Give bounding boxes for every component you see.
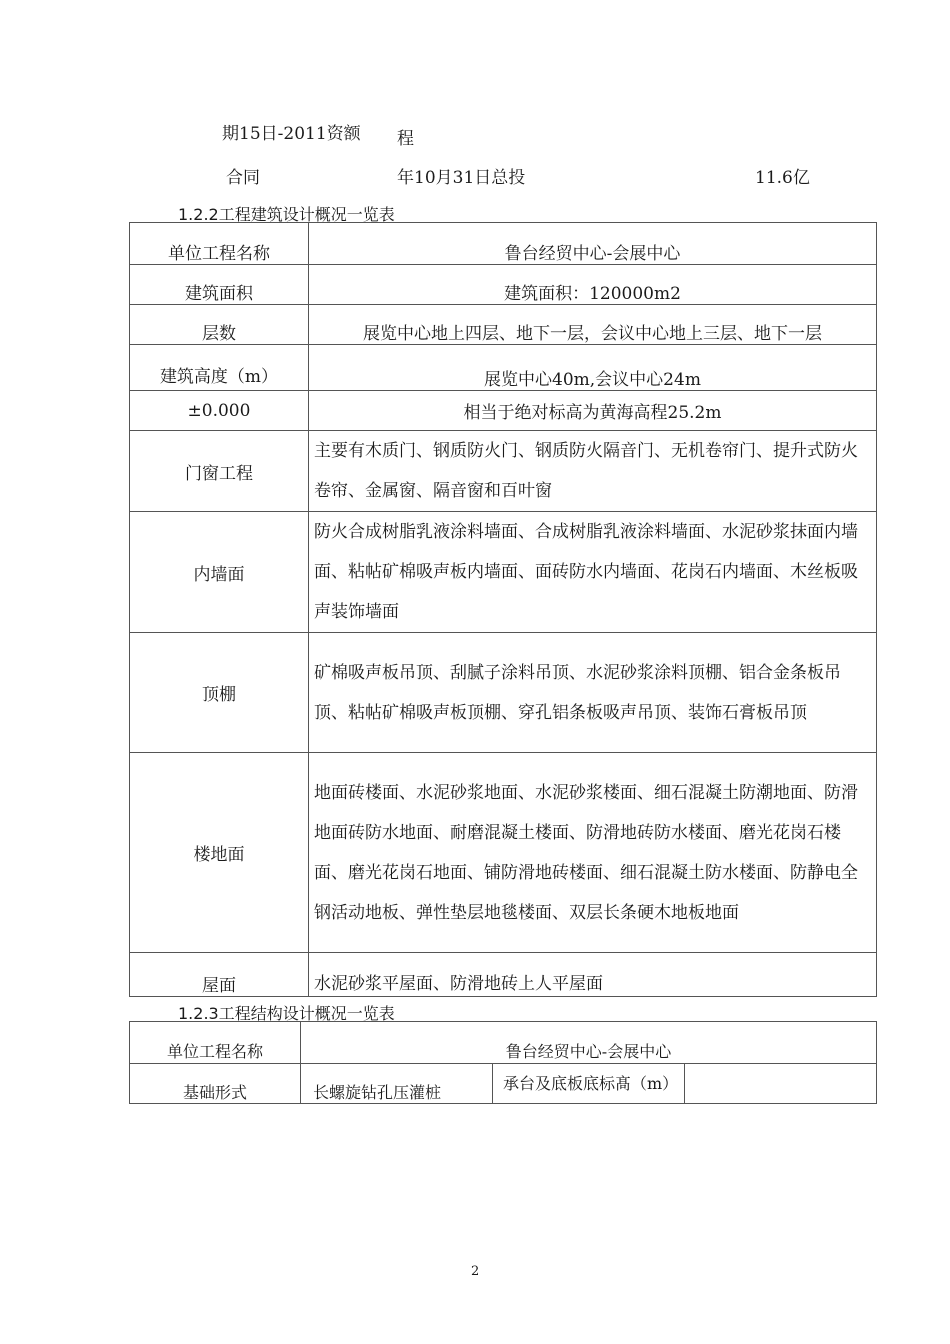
- table-row: [130, 265, 877, 305]
- row-value: 鲁台经贸中心-会展中心: [309, 223, 877, 265]
- row-value: 矿棉吸声板吊顶、刮腻子涂料吊顶、水泥砂浆涂料顶棚、铝合金条板吊顶、粘帖矿棉吸声板顶棚、穿孔铝条板吸声吊顶、装饰石膏板吊顶: [309, 633, 877, 753]
- row-value: 相当于绝对标高为黄海高程25.2m: [309, 391, 877, 431]
- structure-design-table: [129, 1021, 877, 1104]
- section-heading-architecture: 1.2.2工程建筑设计概况一览表: [178, 205, 395, 224]
- row-label: 顶棚: [130, 633, 309, 753]
- table-row: [130, 431, 877, 512]
- row-value: 建筑面积：120000m2: [309, 265, 877, 305]
- architecture-design-table: [129, 222, 877, 997]
- row-label: 单位工程名称: [130, 223, 309, 265]
- row-value: 主要有木质门、钢质防火门、钢质防火隔音门、无机卷帘门、提升式防火卷帘、金属窗、隔音窗和百叶窗: [309, 431, 877, 512]
- fragment-project: 程: [397, 129, 414, 149]
- row-label: 建筑高度（m）: [130, 345, 309, 391]
- section-heading-structure: 1.2.3工程结构设计概况一览表: [178, 1004, 395, 1023]
- row-value: [685, 1064, 877, 1104]
- table-row: [130, 1022, 877, 1064]
- table-row: [130, 512, 877, 633]
- row-label: 内墙面: [130, 512, 309, 633]
- table-row: [130, 305, 877, 345]
- row-value: 展览中心地上四层、地下一层，会议中心地上三层、地下一层: [309, 305, 877, 345]
- fragment-contract: 合同: [226, 168, 260, 188]
- row-value: 展览中心40m,会议中心24m: [309, 345, 877, 391]
- page-number: 2: [471, 1264, 480, 1279]
- row-value: 水泥砂浆平屋面、防滑地砖上人平屋面: [309, 953, 877, 997]
- row-label: 层数: [130, 305, 309, 345]
- table-row: [130, 1064, 877, 1104]
- table-row: [130, 953, 877, 997]
- row-label: 单位工程名称: [130, 1022, 301, 1064]
- table-row: [130, 633, 877, 753]
- row-label: ±0.000: [130, 391, 309, 431]
- row-label: 建筑面积: [130, 265, 309, 305]
- row-value: 鲁台经贸中心-会展中心: [301, 1022, 877, 1064]
- row-label: 基础形式: [130, 1064, 301, 1104]
- table-row: [130, 345, 877, 391]
- row-label: 承台及底板底标髙（m）: [493, 1064, 685, 1104]
- row-value: 地面砖楼面、水泥砂浆地面、水泥砂浆楼面、细石混凝土防潮地面、防滑地面砖防水地面、耐磨混凝土楼面、防滑地砖防水楼面、磨光花岗石楼面、磨光花岗石地面、铺防滑地砖楼面、细石混凝土防水楼面、防静电全钢活动地板、弹性垫层地毯楼面、双层长条硬木地板地面: [309, 753, 877, 953]
- row-value: 长螺旋钻孔压灌桩: [301, 1064, 493, 1104]
- row-value: 防火合成树脂乳液涂料墙面、合成树脂乳液涂料墙面、水泥砂浆抹面内墙面、粘帖矿棉吸声板内墙面、面砖防水内墙面、花岗石内墙面、木丝板吸声装饰墙面: [309, 512, 877, 633]
- fragment-investment: 年10月31日总投: [397, 168, 526, 188]
- fragment-amount: 11.6亿: [755, 168, 810, 188]
- row-label: 门窗工程: [130, 431, 309, 512]
- fragment-date-amount: 期15日-2011资额: [222, 124, 361, 144]
- table-row: [130, 753, 877, 953]
- table-row: [130, 223, 877, 265]
- row-label: 屋面: [130, 953, 309, 997]
- row-label: 楼地面: [130, 753, 309, 953]
- table-row: [130, 391, 877, 431]
